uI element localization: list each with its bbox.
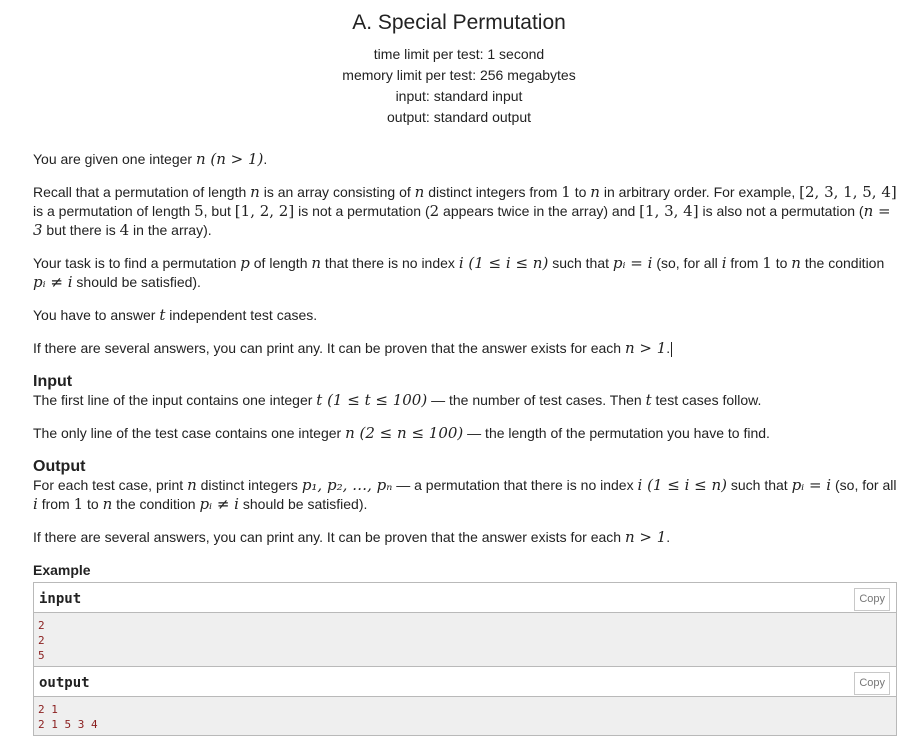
copy-input-button[interactable]: Copy [854, 588, 890, 611]
statement-paragraph-3: Your task is to find a permutation p of length n that there is no index i (1 ≤ i ≤ n) such that pᵢ = i (so, for all i from 1 to n the condition pᵢ ≠ i should be satisfied). [33, 254, 885, 291]
sample-input: 2 2 5 [34, 613, 896, 666]
statement-paragraph-4: You have to answer t independent test cases. [33, 306, 318, 324]
sample-input-header [34, 583, 896, 613]
problem-header [0, 10, 918, 128]
time-limit: time limit per test: 1 second [373, 46, 545, 62]
problem-title: A. Special Permutation [352, 11, 566, 34]
output-spec: output: standard output [387, 109, 531, 125]
output-paragraph-2: If there are several answers, you can print any. It can be proven that the answer exists for each n > 1. [33, 528, 671, 546]
example-title: Example [33, 562, 91, 578]
sample-input-label: input [39, 591, 82, 607]
memory-limit: memory limit per test: 256 megabytes [342, 67, 576, 83]
statement-paragraph-2: Recall that a permutation of length n is an array consisting of n distinct integers from 1 to n in arbitrary order. For example, [2, 3, 1, 5, 4] is a permutation of length 5, but [1, 2, 2] is not a permutation (2 appears twice in the array) and [1, 3, 4] is also not a permutation (n = 3 but there is 4 in the array). [33, 183, 897, 239]
sample-output-header [34, 666, 896, 697]
input-section-title: Input [33, 373, 73, 390]
text-cursor [671, 342, 672, 357]
problem-limits [0, 44, 918, 128]
statement-paragraph-1: You are given one integer n (n > 1). [33, 150, 268, 168]
input-paragraph-1: The first line of the input contains one integer t (1 ≤ t ≤ 100) — the number of test cases. Then t test cases follow. [33, 391, 762, 409]
problem-statement [33, 150, 899, 736]
sample-test [33, 582, 897, 736]
output-section-title: Output [33, 458, 86, 475]
input-spec: input: standard input [395, 88, 523, 104]
sample-output: 2 1 2 1 5 3 4 [34, 697, 896, 735]
sample-output-label: output [39, 675, 90, 691]
math: n (n > 1) [195, 150, 264, 168]
statement-paragraph-5: If there are several answers, you can print any. It can be proven that the answer exists for each n > 1. [33, 339, 671, 357]
copy-output-button[interactable]: Copy [854, 672, 890, 695]
output-paragraph-1: For each test case, print n distinct integers p₁, p₂, …, pₙ — a permutation that there is no index i (1 ≤ i ≤ n) such that pᵢ = i (so, for all i from 1 to n the condition pᵢ ≠ i should be satisfied). [33, 476, 897, 513]
input-paragraph-2: The only line of the test case contains one integer n (2 ≤ n ≤ 100) — the length of the permutation you have to find. [33, 424, 770, 442]
